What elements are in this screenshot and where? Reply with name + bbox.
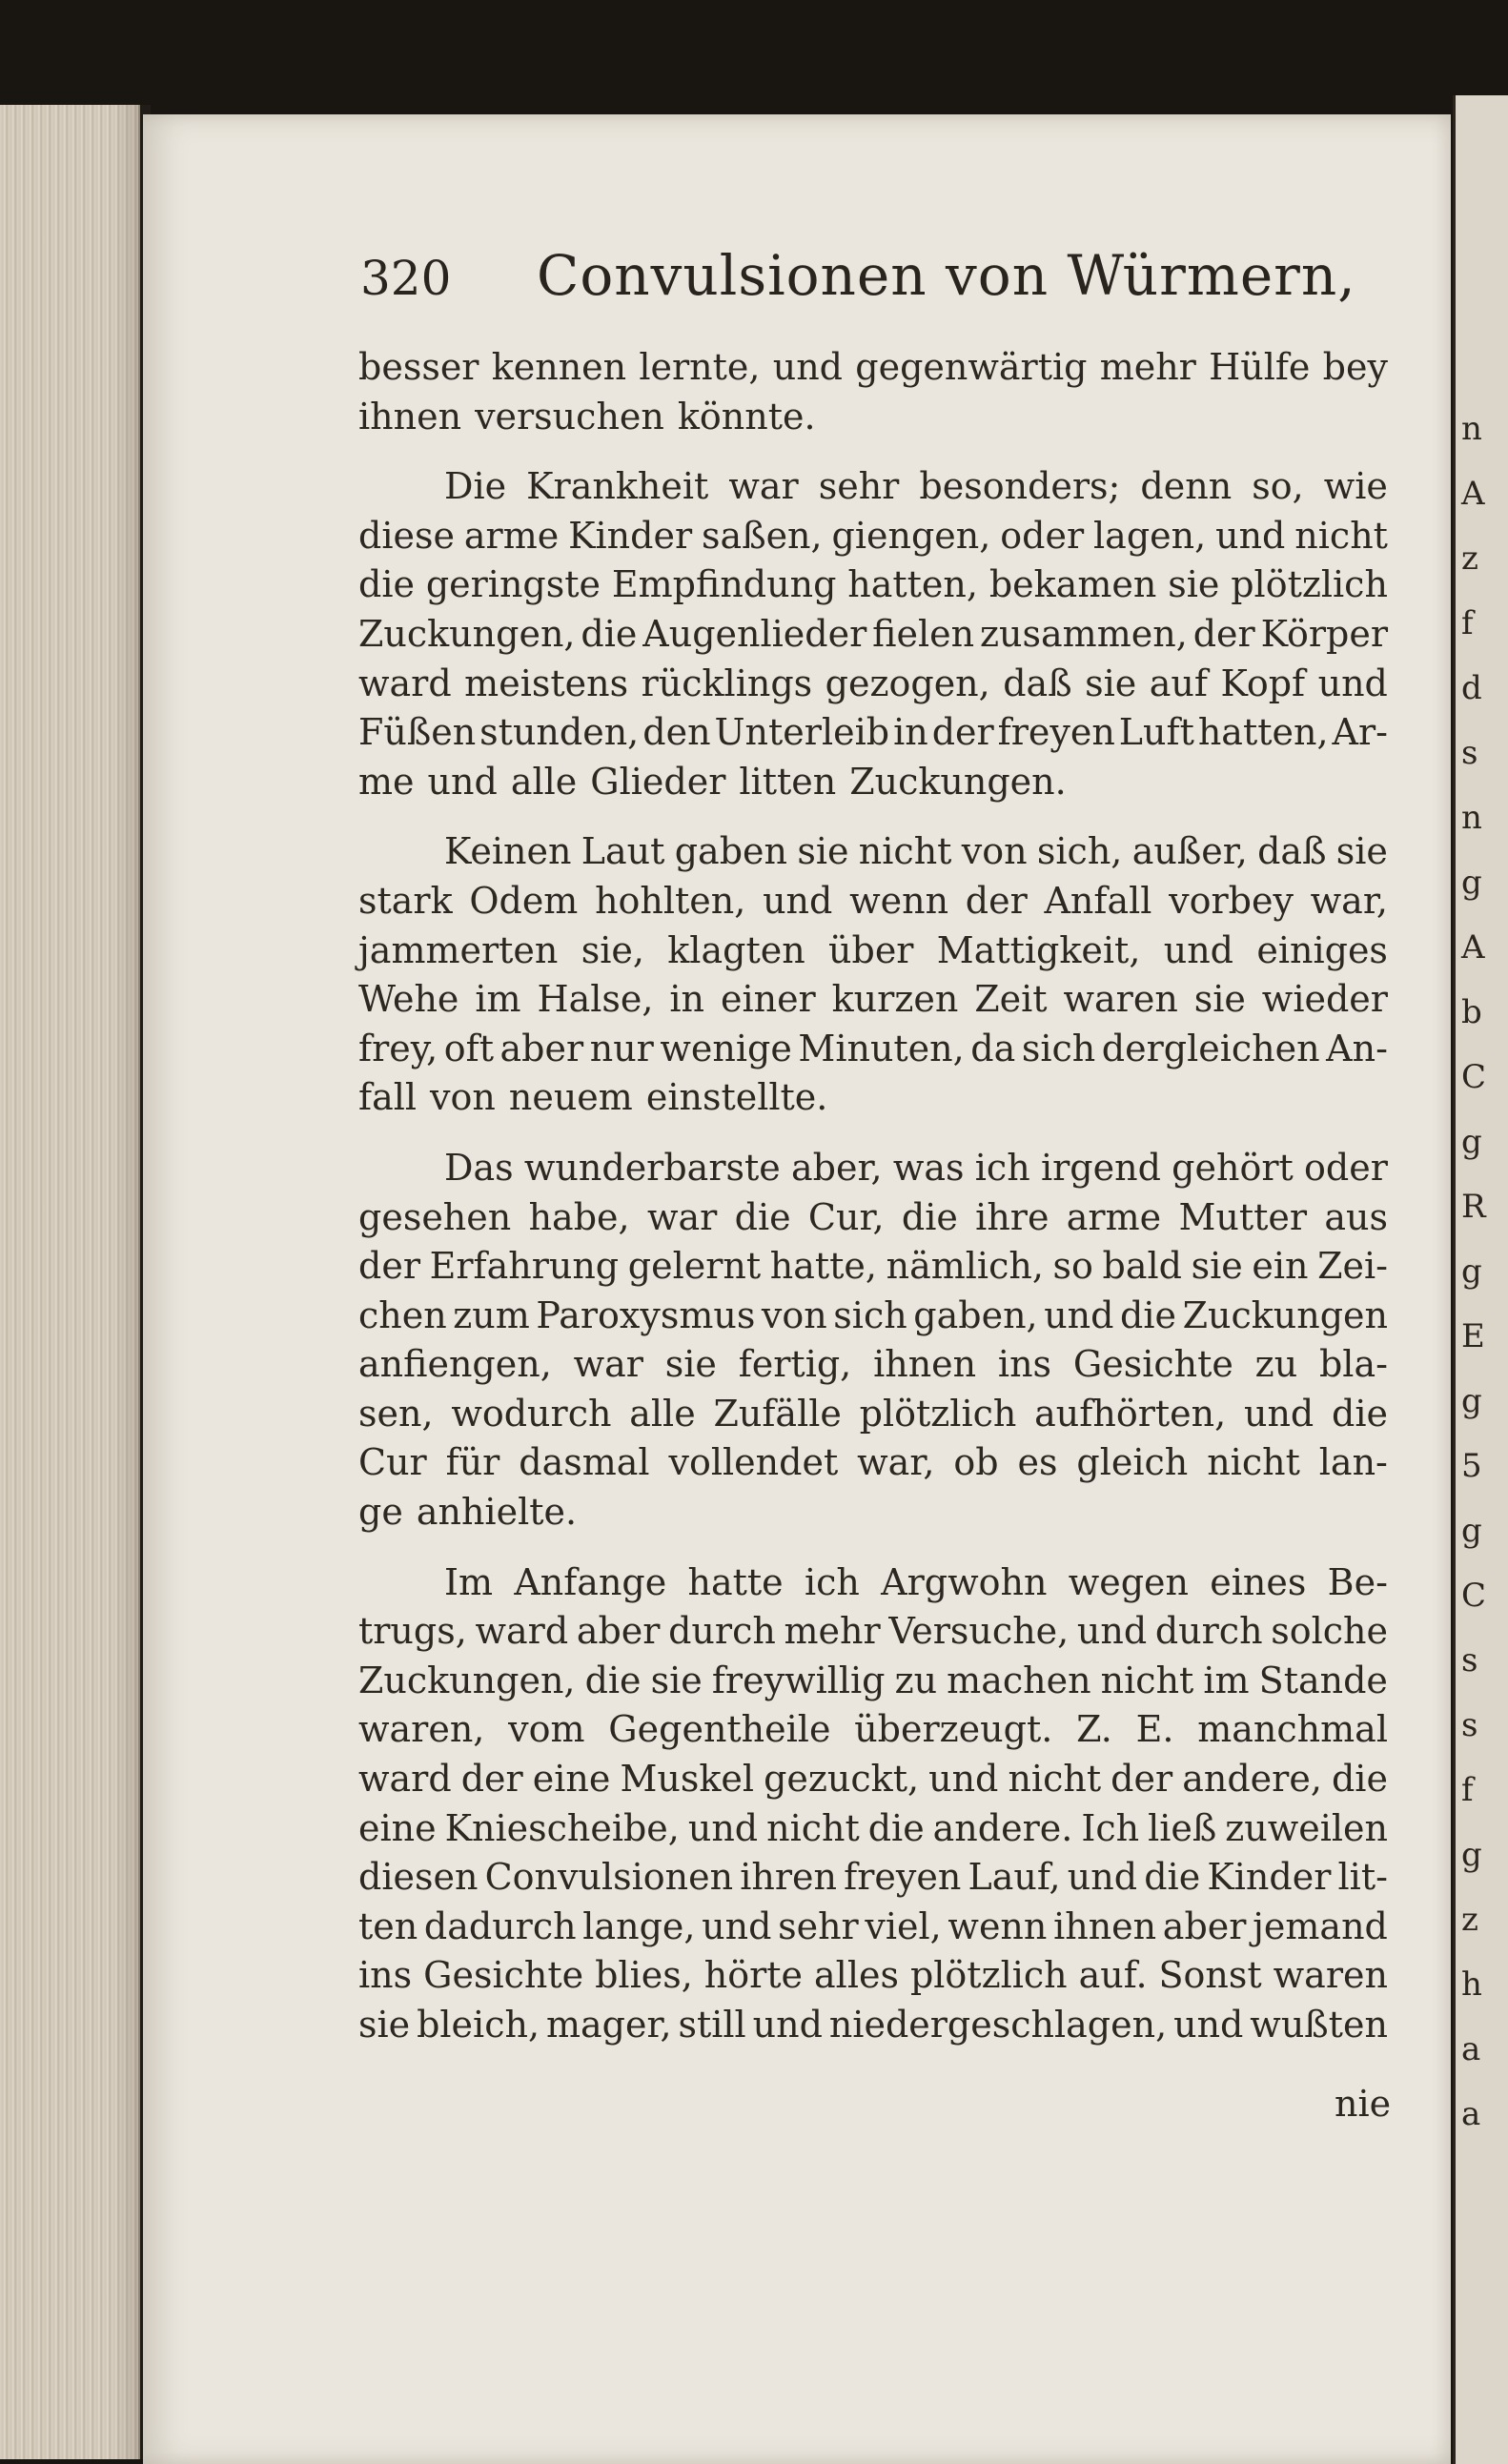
text-line: anfiengen, war sie fertig, ihnen ins Gesichte zu bla-	[358, 1343, 1388, 1386]
neighbour-glyph: f	[1461, 604, 1474, 642]
neighbour-glyph: a	[1461, 2095, 1481, 2133]
text-line: Die Krankheit war sehr besonders; denn so, wie	[444, 465, 1388, 508]
text-line: sie bleich, mager, still und niedergeschlagen, und wußten	[358, 2004, 1388, 2046]
neighbour-glyph: h	[1461, 1965, 1482, 2004]
neighbour-glyph: g	[1461, 1252, 1482, 1291]
text-line: diesen Convulsionen ihren freyen Lauf, und die Kinder lit-	[358, 1856, 1388, 1899]
neighbour-glyph: s	[1461, 734, 1478, 772]
text-line: stark Odem hohlten, und wenn der Anfall vorbey war,	[358, 879, 1388, 922]
text-line: ten dadurch lange, und sehr viel, wenn ihnen aber jemand	[358, 1904, 1388, 1947]
text-line: Das wunderbarste aber, was ich irgend gehört oder	[444, 1146, 1388, 1189]
text-line: me und alle Glieder litten Zuckungen.	[358, 760, 1067, 803]
neighbour-glyph: n	[1461, 799, 1482, 837]
text-line: besser kennen lernte, und gegenwärtig mehr Hülfe bey	[358, 346, 1388, 388]
neighbour-glyph: z	[1461, 540, 1478, 578]
text-line: fall von neuem einstellte.	[358, 1076, 828, 1119]
text-line: die geringste Empfindung hatten, bekamen sie plötzlich	[358, 563, 1388, 606]
text-line: trugs, ward aber durch mehr Versuche, und durch solche	[358, 1610, 1388, 1653]
text-line: der Erfahrung gelernt hatte, nämlich, so bald sie ein Zei-	[358, 1245, 1388, 1288]
text-line: eine Kniescheibe, und nicht die andere. Ich ließ zuweilen	[358, 1806, 1388, 1849]
neighbour-glyph: n	[1461, 410, 1482, 448]
neighbour-glyph: 5	[1461, 1447, 1482, 1485]
neighbour-glyph: s	[1461, 1706, 1478, 1744]
text-line: Zuckungen, die sie freywillig zu machen nicht im Stande	[358, 1659, 1388, 1701]
neighbour-glyph: R	[1461, 1188, 1486, 1226]
text-line: ward meistens rücklings gezogen, daß sie auf Kopf und	[358, 662, 1388, 704]
text-line: ins Gesichte blies, hörte alles plötzlich auf. Sonst waren	[358, 1954, 1388, 1997]
text-line: ihnen versuchen könnte.	[358, 395, 816, 438]
text-line: chen zum Paroxysmus von sich gaben, und die Zuckungen	[358, 1293, 1388, 1336]
neighbour-glyph: E	[1461, 1317, 1485, 1355]
neighbour-glyph: g	[1461, 1123, 1482, 1161]
neighbour-glyph: g	[1461, 1382, 1482, 1420]
neighbour-glyph: z	[1461, 1901, 1478, 1939]
text-line: jammerten sie, klagten über Mattigkeit, und einiges	[358, 928, 1388, 971]
neighbour-glyph: C	[1461, 1577, 1487, 1615]
body-text	[358, 343, 1388, 2050]
neighbour-glyph: g	[1461, 1836, 1482, 1874]
paragraph-gap	[358, 806, 1388, 827]
text-line: diese arme Kinder saßen, giengen, oder lagen, und nicht	[358, 514, 1388, 557]
neighbour-glyph: d	[1461, 669, 1482, 707]
text-line: sen, wodurch alle Zufälle plötzlich aufhörten, und die	[358, 1392, 1388, 1435]
paragraph-gap	[358, 441, 1388, 462]
text-line: ward der eine Muskel gezuckt, und nicht der andere, die	[358, 1758, 1388, 1801]
paragraph-gap	[358, 1537, 1388, 1558]
neighbour-glyph: g	[1461, 864, 1482, 902]
text-line: Wehe im Halse, in einer kurzen Zeit waren sie wieder	[358, 978, 1388, 1021]
catchword: nie	[1335, 2083, 1392, 2125]
text-line: Cur für dasmal vollendet war, ob es gleich nicht lan-	[358, 1441, 1388, 1484]
text-line: waren, vom Gegentheile überzeugt. Z. E. manchmal	[358, 1708, 1388, 1751]
text-line: Zuckungen, die Augenlieder fielen zusammen, der Körper	[358, 612, 1388, 655]
page-header	[360, 243, 1356, 319]
running-title: Convulsionen von Würmern,	[537, 243, 1356, 308]
neighbour-glyph: a	[1461, 2030, 1481, 2068]
text-line: Keinen Laut gaben sie nicht von sich, außer, daß sie	[444, 830, 1388, 873]
text-line: ge anhielte.	[358, 1491, 578, 1534]
neighbour-glyph: b	[1461, 993, 1482, 1031]
paragraph-gap	[358, 1123, 1388, 1144]
text-line: gesehen habe, war die Cur, die ihre arme Mutter aus	[358, 1195, 1388, 1238]
neighbour-glyph: A	[1461, 475, 1485, 513]
text-line: Füßen stunden, den Unterleib in der freyen Luft hatten, Ar-	[358, 711, 1388, 754]
neighbour-glyph: C	[1461, 1058, 1487, 1096]
text-line: Im Anfange hatte ich Argwohn wegen eines Be-	[444, 1560, 1388, 1603]
neighbour-page-strip	[1453, 95, 1508, 2464]
neighbour-glyph: A	[1461, 928, 1485, 967]
text-line: frey, oft aber nur wenige Minuten, da sich dergleichen An-	[358, 1027, 1388, 1069]
neighbour-glyph: s	[1461, 1641, 1478, 1680]
neighbour-glyph: g	[1461, 1512, 1482, 1550]
neighbour-glyph: f	[1461, 1771, 1474, 1809]
page-number: 320	[360, 251, 452, 306]
